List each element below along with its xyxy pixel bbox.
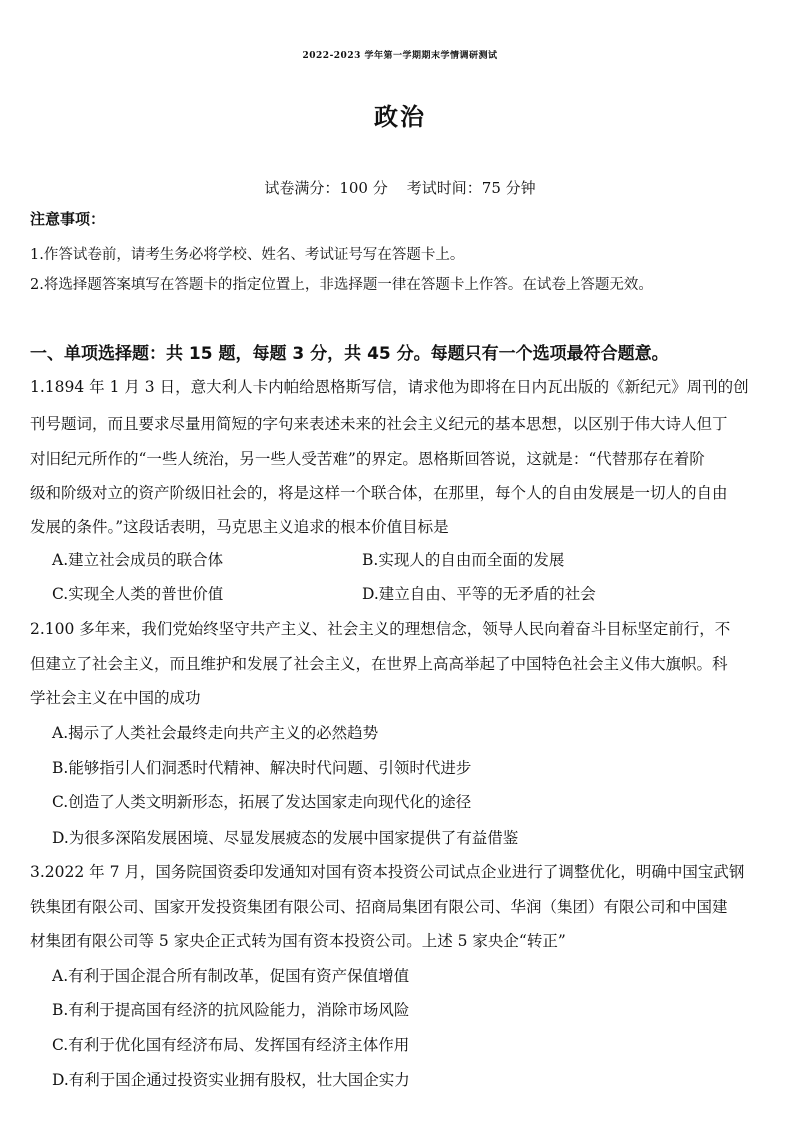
question-line: 材集团有限公司等 5 家央企正式转为国有资本投资公司。上述 5 家央企“转正” [30,932,566,950]
notice-heading: 注意事项： [30,210,106,228]
option-b: B.实现人的自由而全面的发展 [362,551,565,569]
option-c: C.有利于优化国有经济布局、发挥国有经济主体作用 [52,1036,410,1054]
question-line: 1.1894 年 1 月 3 日，意大利人卡内帕给恩格斯写信，请求他为即将在日内瓦出版的《新纪元》周刊的创 [30,378,749,396]
option-a: A.有利于国企混合所有制改革，促国有资产保值增值 [52,967,410,985]
question-line: 发展的条件。”这段话表明，马克思主义追求的根本价值目标是 [30,518,449,536]
exam-meta: 试卷满分：100 分 考试时间：75 分钟 [264,179,536,197]
option-a: A.建立社会成员的联合体 [52,551,224,569]
exam-title: 2022-2023 学年第一学期期末学情调研测试 [302,51,498,61]
option-c: C.实现全人类的普世价值 [52,585,224,603]
notice-item: 1.作答试卷前，请考生务必将学校、姓名、考试证号写在答题卡上。 [30,247,465,263]
exam-subject: 政治 [374,102,426,131]
option-d: D.建立自由、平等的无矛盾的社会 [362,585,596,603]
question-line: 2.100 多年来，我们党始终坚守共产主义、社会主义的理想信念，领导人民向着奋斗目标坚定前行，不 [30,620,731,638]
option-b: B.能够指引人们洞悉时代精神、解决时代问题、引领时代进步 [52,759,472,777]
question-line: 铁集团有限公司、国家开发投资集团有限公司、招商局集团有限公司、华润（集团）有限公司和中国建 [30,898,728,916]
question-line: 刊号题词，而且要求尽量用简短的字句来表述未来的社会主义纪元的基本思想，以区别于伟大诗人但丁 [30,415,728,433]
option-c: C.创造了人类文明新形态，拓展了发达国家走向现代化的途径 [52,793,472,811]
question-line: 级和阶级对立的资产阶级旧社会的，将是这样一个联合体，在那里，每个人的自由发展是一切人的自由 [30,484,728,502]
option-a: A.揭示了人类社会最终走向共产主义的必然趋势 [52,724,379,742]
question-line: 但建立了社会主义，而且维护和发展了社会主义，在世界上高高举起了中国特色社会主义伟大旗帜。科 [30,655,728,673]
option-d: D.为很多深陷发展困境、尽显发展疲态的发展中国家提供了有益借鉴 [52,829,519,847]
question-line: 学社会主义在中国的成功 [30,689,201,707]
option-b: B.有利于提高国有经济的抗风险能力，消除市场风险 [52,1001,410,1019]
option-d: D.有利于国企通过投资实业拥有股权，壮大国企实力 [52,1071,410,1089]
question-line: 对旧纪元所作的“一些人统治，另一些人受苦难”的界定。恩格斯回答说，这就是：“代替那存在着阶 [30,450,705,468]
notice-item: 2.将选择题答案填写在答题卡的指定位置上，非选择题一律在答题卡上作答。在试卷上答题无效。 [30,277,653,293]
section-heading: 一、单项选择题：共 15 题，每题 3 分，共 45 分。每题只有一个选项最符合题意。 [30,344,669,364]
question-line: 3.2022 年 7 月，国务院国资委印发通知对国有资本投资公司试点企业进行了调整优化，明确中国宝武钢 [30,863,745,881]
